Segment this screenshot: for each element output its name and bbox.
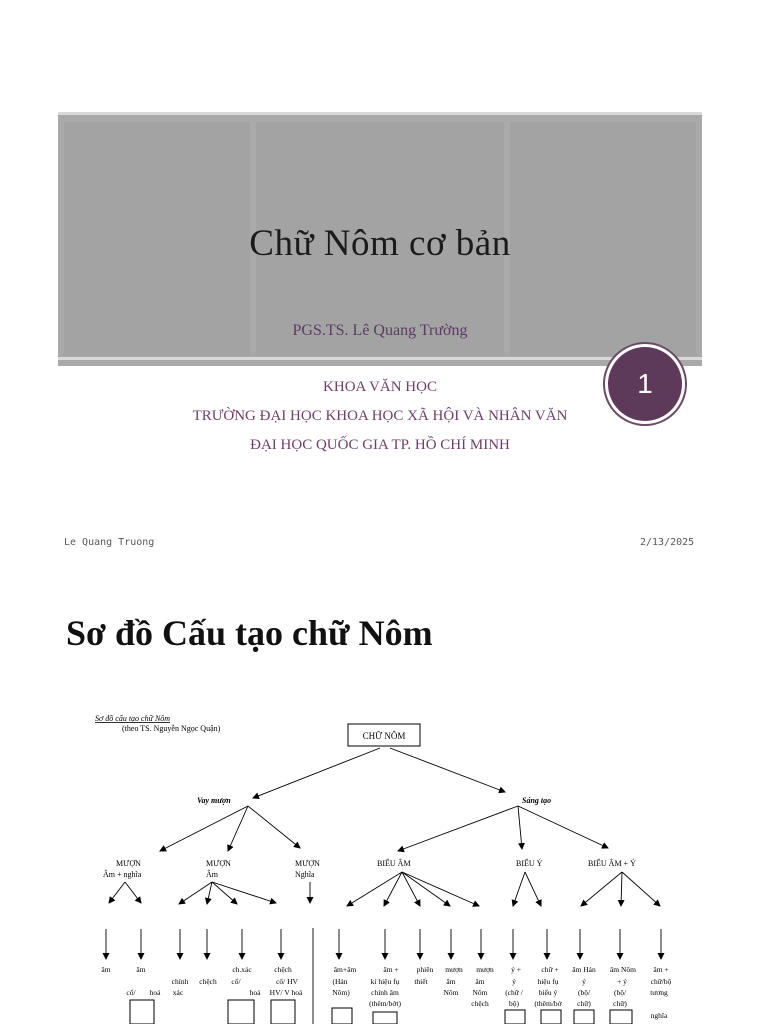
leaf-muon-nom-chech-3: Nôm [472,988,488,997]
leaf-am-nom-y-4: chữ) [613,999,627,1008]
leaf-chu-hieu-fu-4: (thêm/bớ [534,999,562,1008]
branch-sang-tao: Sáng tạo [522,796,552,805]
cat-muon-am-nghia-1: MƯỢN [116,859,141,868]
leaf-am: âm [101,965,111,974]
leaf-am-co-hoa-2: cổ/ [126,988,136,997]
leaf-am-co-hoa-3: hoá [149,988,161,997]
char-box [505,1010,525,1024]
leaf-ch-xac-1: ch.xác [232,965,252,974]
leaf-y-y-1: ý + [511,965,521,974]
leaf-ki-hieu-4: (thêm/bớt) [369,999,401,1008]
char-box [332,1008,352,1024]
leaf-phien-thiet-1: phiên [416,965,434,974]
leaf-am-han-y-2: ý [582,977,586,986]
cat-bieu-am: BIỂU ÂM [377,859,411,868]
leaf-chech: chệch [199,977,217,986]
cat-muon-nghia-1: MƯỢN [295,859,320,868]
institution-line-3: ĐẠI HỌC QUỐC GIA TP. HỒ CHÍ MINH [250,437,510,453]
leaf-chech-co-2: cổ/ HV [276,977,298,986]
leaf-am-nom-y-2: + ý [617,977,627,986]
leaf-am-am-3: Nôm) [332,988,350,997]
leaf-am-am-2: (Hán [332,977,348,986]
leaf-chu-hieu-fu-3: biểu ý [538,988,558,997]
cat-muon-am-1: MƯỢN [206,859,231,868]
leaf-ch-xac-3: hoá [249,988,261,997]
footer-author: Le Quang Truong [64,537,155,548]
cat-muon-nghia-2: Nghĩa [295,870,315,879]
leaf-y-y-4: bộ) [509,999,519,1008]
cat-muon-am-nghia-2: Âm + nghĩa [103,870,142,879]
category-arrows [109,872,660,906]
leaf-am-nom-y-3: (bộ/ [613,988,627,997]
slide-number: 1 [637,368,653,399]
char-box [574,1010,594,1024]
leaf-ki-hieu-3: chính âm [371,988,399,997]
leaf-muon-nom-1: mượn [445,965,463,974]
char-box [610,1010,632,1024]
banner-top-rule [58,112,702,115]
diagram-slide-title: Sơ đồ Cấu tạo chữ Nôm [66,613,433,653]
leaf-am-han-y-3: (bộ/ [577,988,591,997]
leaf-am-han-y-4: chữ) [577,999,591,1008]
diagram-caption-sub: (theo TS. Nguyễn Ngọc Quận) [122,724,221,733]
footer-date: 2/13/2025 [640,537,695,548]
leaf-am-chu-bo-2: chữ/bộ [650,977,672,986]
leaf-am-co-hoa-1: âm [136,965,146,974]
nom-structure-diagram [0,700,768,1024]
leaf-ki-hieu-2: kí hiệu fụ [370,977,400,986]
leaf-am-nom-y-1: âm Nôm [609,965,637,974]
author-name: PGS.TS. Lê Quang Trường [292,322,468,339]
leaf-am-chu-bo-1: âm + [653,965,669,974]
leaf-ki-hieu-1: âm + [383,965,399,974]
leaf-am-han-y-1: âm Hán [572,965,596,974]
leaf-chech-co-1: chệch [274,965,292,974]
leaf-ch-xac-2: cổ/ [231,977,241,986]
institution-line-1: KHOA VĂN HỌC [323,379,437,395]
leaf-am-chu-bo-3: tương [650,988,668,997]
banner-bottom-rule [58,357,702,360]
leaf-muon-nom-chech-2: âm [475,977,485,986]
leaf-y-y-2: ý [512,977,516,986]
cat-bieu-am-y: BIỂU ÂM + Ý [588,859,636,868]
leaf-muon-nom-chech-1: mượn [476,965,494,974]
char-box [228,1000,254,1024]
char-box [130,1000,154,1024]
char-box [271,1000,295,1024]
char-box [541,1010,561,1024]
leaf-am-chu-bo-4: nghĩa [650,1011,668,1020]
leaf-y-y-3: (chữ / [505,988,523,997]
leaf-chinh-xac-1: chính [171,977,189,986]
leaf-chinh-xac-2: xác [172,988,184,997]
leaf-muon-nom-2: âm [446,977,456,986]
cat-muon-am-2: Âm [206,870,218,879]
root-arrows [253,748,505,798]
institution-line-2: TRƯỜNG ĐẠI HỌC KHOA HỌC XÃ HỘI VÀ NHÂN VĂN [192,408,568,424]
char-box [373,1012,397,1024]
slide-title: Chữ Nôm cơ bản [249,223,511,264]
cat-bieu-y: BIỂU Ý [516,859,543,868]
leaf-am-am-1: âm+âm [333,965,357,974]
leaf-chu-hieu-fu-2: hiệu fụ [537,977,559,986]
branch-vay-muon: Vay mượn [197,796,231,805]
leaf-arrows [106,929,661,959]
leaf-chech-co-3: HV/ V hoá [269,988,303,997]
leaf-muon-nom-3: Nôm [443,988,459,997]
leaf-muon-nom-chech-4: chệch [471,999,489,1008]
leaf-chu-hieu-fu-1: chữ + [541,965,559,974]
diagram-caption-title: Sơ đồ cấu tạo chữ Nôm [95,714,171,723]
leaf-phien-thiet-2: thiết [414,977,428,986]
root-label: CHỮ NÔM [362,731,406,741]
branch-arrows [160,806,608,851]
